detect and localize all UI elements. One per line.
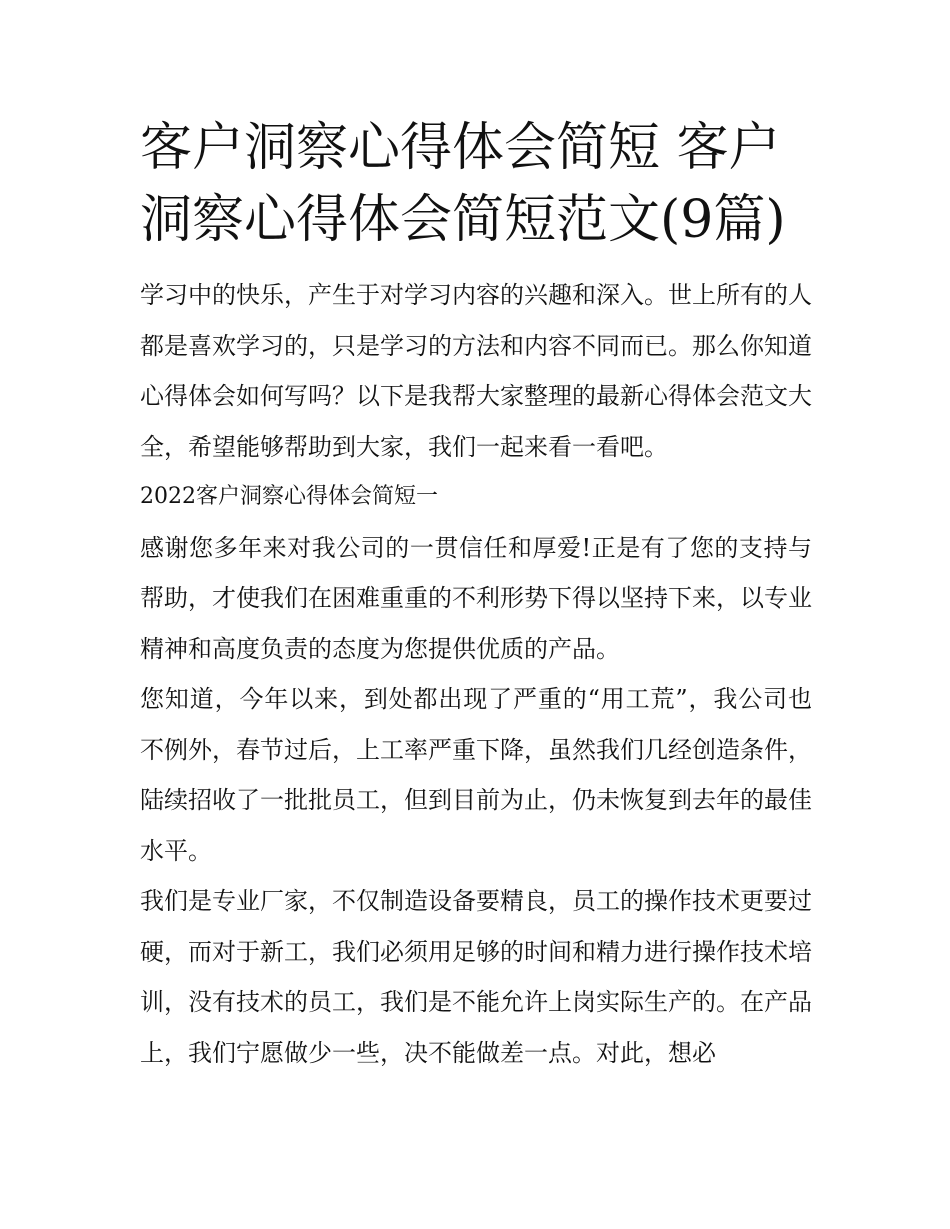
body-paragraph-2: 您知道，今年以来，到处都出现了严重的“用工荒”，我公司也不例外，春节过后，上工率严重下降，虽然我们几经创造条件，陆续招收了一批批员工，但到目前为止，仍未恢复到去年的最佳水平。: [140, 685, 812, 865]
body-paragraph-3: 我们是专业厂家，不仅制造设备要精良，员工的操作技术更要过硬，而对于新工，我们必须用足够的时间和精力进行操作技术培训，没有技术的员工，我们是不能允许上岗实际生产的。在产品上，我们宁愿做少一些，决不能做差一点。对此，想必: [140, 887, 812, 1067]
section-heading: 2022客户洞察心得体会简短一: [140, 484, 438, 509]
body-paragraph-1: 感谢您多年来对我公司的一贯信任和厚爱!正是有了您的支持与帮助，才使我们在困难重重的不利形势下得以坚持下来，以专业精神和高度负责的态度为您提供优质的产品。: [140, 533, 812, 663]
document-page: [140, 112, 812, 1078]
document-title: 客户洞察心得体会简短 客户洞察心得体会简短范文(9篇): [140, 118, 786, 250]
intro-paragraph: 学习中的快乐，产生于对学习内容的兴趣和深入。世上所有的人都是喜欢学习的，只是学习的方法和内容不同而已。那么你知道心得体会如何写吗？以下是我帮大家整理的最新心得体会范文大全，希望能够帮助到大家，我们一起来看一看吧。: [140, 281, 812, 461]
